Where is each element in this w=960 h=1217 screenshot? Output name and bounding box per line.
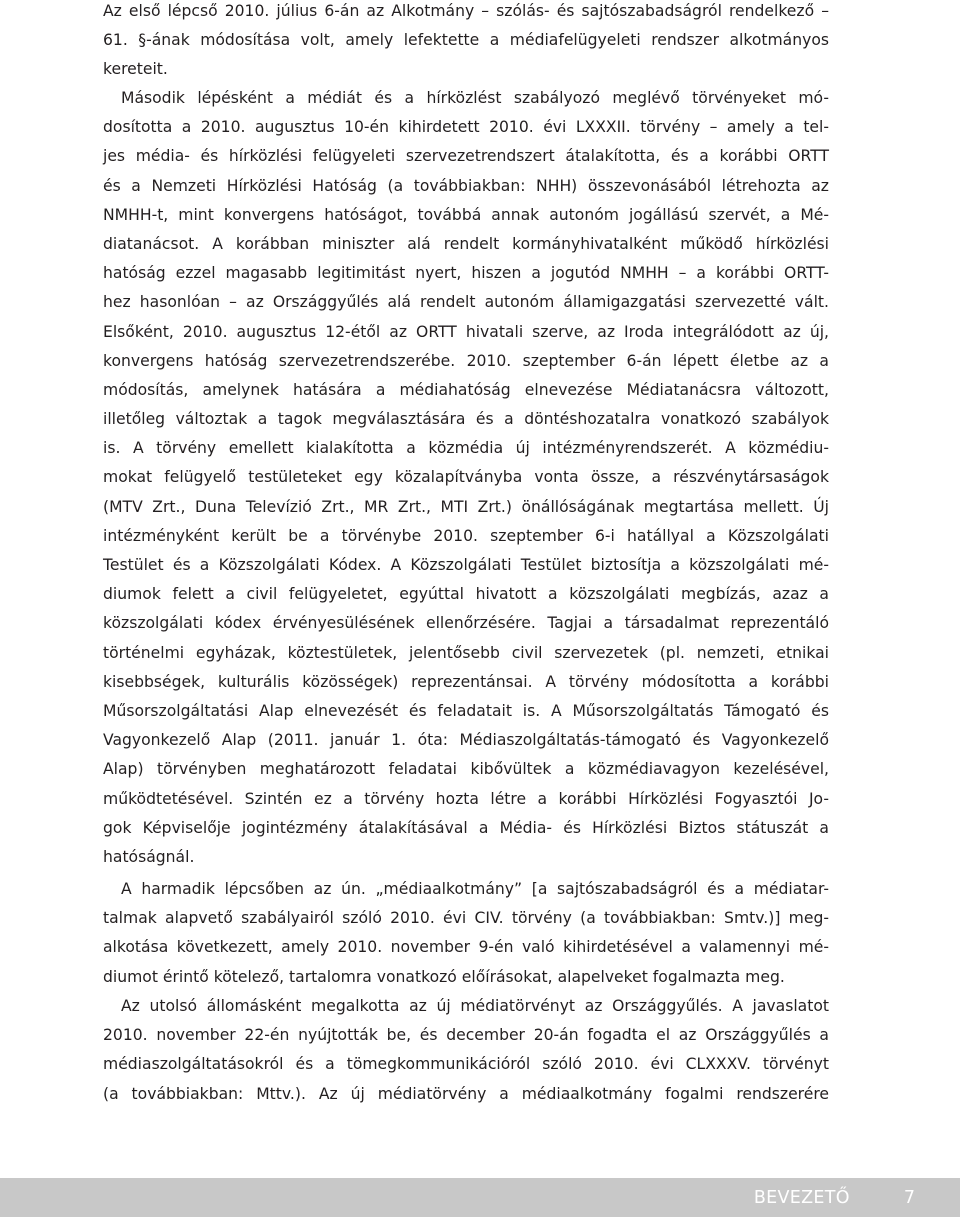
- text-line: és a Nemzeti Hírközlési Hatóság (a továbbiakban: NHH) összevonásából létrehozta az: [103, 176, 829, 195]
- text-line: hatóságnál.: [103, 847, 195, 866]
- text-line: Testület és a Közszolgálati Kódex. A Közszolgálati Testület biztosítja a közszolgálati mé-: [103, 556, 829, 574]
- footer-bar: [0, 1178, 960, 1217]
- text-line: 61. §-ának módosítása volt, amely lefektette a médiafelügyeleti rendszer alkotmányos: [103, 31, 829, 50]
- text-line: Elsőként, 2010. augusztus 12-étől az ORTT hivatali szerve, az Iroda integrálódott az új,: [103, 322, 829, 341]
- text-line: alkotása következett, amely 2010. november 9-én való kihirdetésével a valamennyi mé-: [103, 938, 829, 957]
- text-line: közszolgálati kódex érvényesülésének ellenőrzésére. Tagjai a társadalmat reprezentáló: [103, 614, 829, 633]
- text-line: hatóság ezzel magasabb legitimitást nyert, hiszen a jogutód NMHH – a korábbi ORTT-: [103, 264, 829, 283]
- text-line: konvergens hatóság szervezetrendszerébe. 2010. szeptember 6-án lépett életbe az a: [103, 351, 829, 370]
- text-line: illetőleg változtak a tagok megválasztására és a döntéshozatalra vonatkozó szabályok: [103, 410, 829, 429]
- footer-section-label: BEVEZETŐ: [753, 1187, 850, 1208]
- text-line: (a továbbiakban: Mttv.). Az új médiatörvény a médiaalkotmány fogalmi rendszerére: [103, 1084, 829, 1103]
- text-line: dosította a 2010. augusztus 10-én kihirdetett 2010. évi LXXXII. törvény – amely a tel-: [103, 118, 829, 137]
- text-line: mokat felügyelő testületeket egy közalapítványba vonta össze, a részvénytársaságok: [103, 468, 829, 487]
- text-line: Alap) törvényben meghatározott feladatai kibővültek a közmédiavagyon kezelésével,: [103, 760, 829, 779]
- text-line: gok Képviselője jogintézmény átalakításával a Média- és Hírközlési Biztos státuszát a: [103, 818, 829, 837]
- text-line: diumot érintő kötelező, tartalomra vonatkozó előírásokat, alapelveket fogalmazta meg.: [103, 967, 785, 986]
- text-line: Műsorszolgáltatási Alap elnevezését és feladatait is. A Műsorszolgáltatás Támogató és: [103, 701, 829, 720]
- text-line: történelmi egyházak, köztestületek, jelentősebb civil szervezetek (pl. nemzeti, etnikai: [103, 643, 829, 662]
- paragraph-1: [103, 0, 829, 85]
- text-line: Az első lépcső 2010. július 6-án az Alkotmány – szólás- és sajtószabadságról rendelkező –: [103, 2, 829, 20]
- text-line: diumok felett a civil felügyeletet, egyúttal hivatott a közszolgálati megbízás, azaz a: [103, 585, 829, 604]
- text-line: módosítás, amelynek hatására a médiahatóság elnevezése Médiatanácsra változott,: [103, 380, 829, 399]
- text-line: médiaszolgáltatásokról és a tömegkommunikációról szóló 2010. évi CLXXXV. törvényt: [103, 1055, 829, 1074]
- text-line: (MTV Zrt., Duna Televízió Zrt., MR Zrt., MTI Zrt.) önállóságának megtartása mellett. Új: [103, 497, 829, 516]
- text-line: NMHH-t, mint konvergens hatóságot, továbbá annak autonóm jogállású szervét, a Mé-: [103, 205, 829, 224]
- text-line: kisebbségek, kulturális közösségek) reprezentánsai. A törvény módosította a korábbi: [103, 672, 829, 691]
- text-line: Vagyonkezelő Alap (2011. január 1. óta: Médiaszolgáltatás-támogató és Vagyonkezelő: [103, 731, 829, 750]
- text-line: kereteit.: [103, 60, 168, 79]
- text-line: A harmadik lépcsőben az ún. „médiaalkotmány” [a sajtószabadságról és a médiatar-: [121, 880, 829, 898]
- text-line: diatanácsot. A korábban miniszter alá rendelt kormányhivatalként működő hírközlési: [103, 234, 829, 253]
- text-line: működtetésével. Szintén ez a törvény hozta létre a korábbi Hírközlési Fogyasztói Jo-: [103, 789, 829, 808]
- text-line: talmak alapvető szabályairól szóló 2010. évi CIV. törvény (a továbbiakban: Smtv.)] meg-: [103, 909, 829, 928]
- text-line: Az utolsó állomásként megalkotta az új médiatörvényt az Országgyűlés. A javaslatot: [121, 997, 829, 1015]
- paragraph-3: [103, 875, 829, 992]
- text-line: 2010. november 22-én nyújtották be, és december 20-án fogadta el az Országgyűlés a: [103, 1026, 829, 1045]
- text-line: hez hasonlóan – az Országgyűlés alá rendelt autonóm államigazgatási szervezetté vált.: [103, 293, 829, 312]
- text-line: is. A törvény emellett kialakította a közmédia új intézményrendszerét. A közmédiu-: [103, 439, 829, 458]
- text-line: intézményként került be a törvénybe 2010. szeptember 6-i hatállyal a Közszolgálati: [103, 526, 829, 545]
- paragraph-2: [103, 84, 829, 872]
- text-line: jes média- és hírközlési felügyeleti szervezetrendszert átalakította, és a korábbi ORTT: [103, 147, 829, 166]
- text-line: Második lépésként a médiát és a hírközlést szabályozó meglévő törvényeket mó-: [121, 89, 829, 107]
- paragraph-4: [103, 992, 829, 1109]
- page-number: 7: [903, 1187, 915, 1208]
